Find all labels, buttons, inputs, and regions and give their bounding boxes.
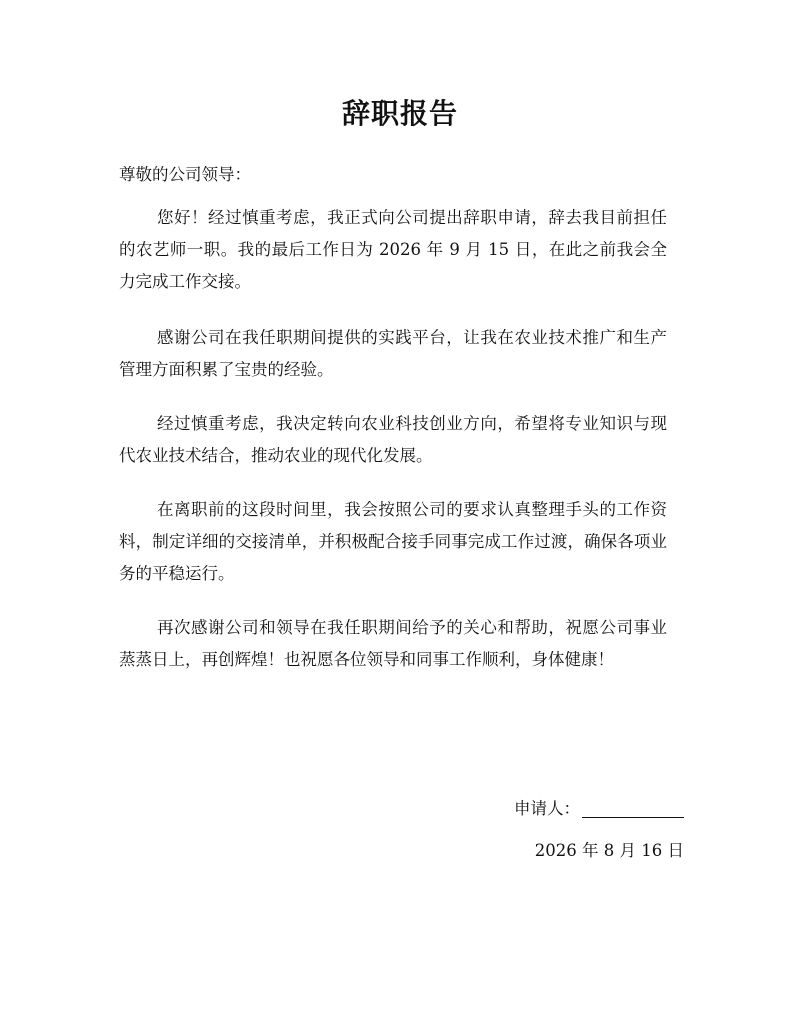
body-paragraph: 再次感谢公司和领导在我任职期间给予的关心和帮助，祝愿公司事业蒸蒸日上，再创辉煌！也祝愿各位领导和同事工作顺利，身体健康！ <box>119 618 667 669</box>
body-paragraph: 您好！经过慎重考虑，我正式向公司提出辞职申请，辞去我目前担任的农艺师一职。我的最后工作日为 2026 年 9 月 15 日，在此之前我会全力完成工作交接。 <box>119 208 667 291</box>
document-title: 辞职报告 <box>341 97 458 130</box>
body-paragraph: 经过慎重考虑，我决定转向农业科技创业方向，希望将专业知识与现代农业技术结合，推动农业的现代化发展。 <box>119 414 667 465</box>
body-paragraph: 感谢公司在我任职期间提供的实践平台，让我在农业技术推广和生产管理方面积累了宝贵的经验。 <box>119 328 667 379</box>
document-date: 2026 年 8 月 16 日 <box>534 841 684 860</box>
salutation: 尊敬的公司领导： <box>119 165 251 184</box>
signature-line <box>582 797 684 818</box>
signature-label: 申请人： <box>514 799 580 818</box>
signature-row <box>514 795 684 823</box>
body-paragraph: 在离职前的这段时间里，我会按照公司的要求认真整理手头的工作资料，制定详细的交接清单，并积极配合接手同事完成工作过渡，确保各项业务的平稳运行。 <box>119 500 667 583</box>
